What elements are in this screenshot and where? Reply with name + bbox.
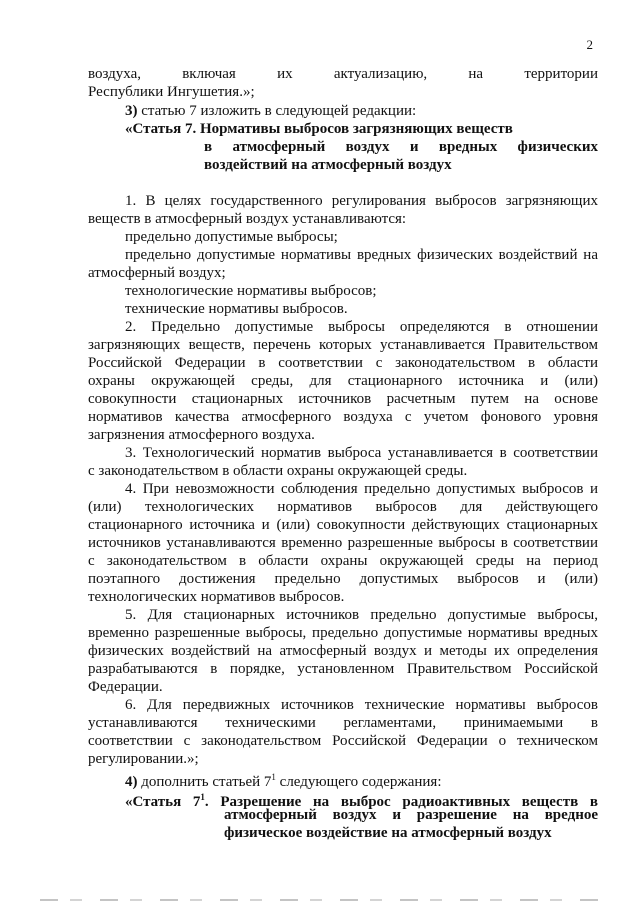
para-2-line-6: нормативов качества атмосферного воздуха с учетом фонового уровня	[88, 409, 598, 425]
para-6-line-2: устанавливаются техническими регламентами, принимаемыми в	[88, 715, 598, 731]
para-2-line-3: Российской Федерации в соответствии с законодательством в области	[88, 355, 598, 371]
para-2-line-7: загрязнения атмосферного воздуха.	[88, 427, 315, 443]
para-4-line-4: источников устанавливаются временно разрешенные выбросы в соответствии	[88, 535, 598, 551]
para-2-line-4: охраны окружающей среды, для стационарного источника и (или)	[88, 373, 598, 389]
para-5-line-4: разрабатываются в порядке, установленном Правительством Российской	[88, 661, 598, 677]
page-number: 2	[586, 37, 593, 52]
article-7-1-title-line-2: атмосферный воздух и разрешение на вредное	[224, 807, 598, 823]
para-4-line-5: с законодательством в области охраны окружающей среды на период	[88, 553, 598, 569]
para-1-line-7: технические нормативы выбросов.	[125, 301, 348, 317]
para-4-line-6: поэтапного достижения предельно допустимых выбросов и (или)	[88, 571, 598, 587]
para-2-line-1: 2. Предельно допустимые выбросы определяются в отношении	[125, 319, 598, 335]
article-7-1-prefix: «Статья 7	[125, 794, 201, 810]
intro-line-2: Республики Ингушетия.»;	[88, 84, 255, 100]
item-4-superscript: 1	[271, 772, 276, 782]
para-1-line-3: предельно допустимые выбросы;	[125, 229, 338, 245]
intro-line-1: воздуха, включая их актуализацию, на территории	[88, 66, 598, 82]
item-4-number: 4)	[125, 774, 138, 790]
para-1-line-6: технологические нормативы выбросов;	[125, 283, 377, 299]
para-4-line-1: 4. При невозможности соблюдения предельно допустимых выбросов и	[125, 481, 598, 497]
para-4-line-2: (или) технологических нормативов выбросов для действующего	[88, 499, 598, 515]
para-2-line-2: загрязняющих веществ, перечень которых устанавливается Правительством	[88, 337, 598, 353]
article-7-1-title-line-3: физическое воздействие на атмосферный воздух	[224, 825, 552, 841]
para-6-line-4: регулировании.»;	[88, 751, 199, 767]
item-3-number: 3)	[125, 103, 138, 119]
para-1-line-5: атмосферный воздух;	[88, 265, 226, 281]
item-3-text: статью 7 изложить в следующей редакции:	[141, 103, 417, 119]
para-1-line-1: 1. В целях государственного регулирования выбросов загрязняющих	[125, 193, 598, 209]
para-1-line-4: предельно допустимые нормативы вредных физических воздействий на	[125, 247, 598, 263]
para-5-line-5: Федерации.	[88, 679, 163, 695]
para-6-line-1: 6. Для передвижных источников технические нормативы выбросов	[125, 697, 598, 713]
article-7-title-line-1: «Статья 7. Нормативы выбросов загрязняющих веществ	[125, 121, 513, 137]
para-3-line-1: 3. Технологический норматив выброса устанавливается в соответствии	[125, 445, 598, 461]
article-7-1-title-rest: . Разрешение на выброс радиоактивных веществ в	[204, 794, 598, 810]
para-3-line-2: с законодательством в области охраны окружающей среды.	[88, 463, 468, 479]
para-5-line-1: 5. Для стационарных источников предельно допустимые выбросы,	[125, 607, 598, 623]
para-5-line-3: физических воздействий на атмосферный воздух и методы их определения	[88, 643, 598, 659]
para-2-line-5: совокупности стационарных источников расчетным путем на основе	[88, 391, 598, 407]
scan-edge-artifact	[40, 899, 600, 901]
article-7-1-superscript: 1	[200, 792, 205, 802]
para-4-line-7: технологических нормативов выбросов.	[88, 589, 345, 605]
item-3	[125, 103, 635, 120]
item-4-text-a: дополнить статьей 7	[141, 774, 272, 790]
article-7-title-line-2: в атмосферный воздух и вредных физических	[204, 139, 598, 155]
para-1-line-2: веществ в атмосферный воздух устанавливаются:	[88, 211, 407, 227]
para-5-line-2: временно разрешенные выбросы, предельно допустимые нормативы вредных	[88, 625, 598, 641]
para-4-line-3: стационарного источника и (или) совокупности действующих стационарных	[88, 517, 598, 533]
item-4-text-b: следующего содержания:	[275, 774, 442, 790]
article-7-title-line-3: воздействий на атмосферный воздух	[204, 157, 452, 173]
para-6-line-3: соответствии с законодательством Российской Федерации о техническом	[88, 733, 598, 749]
